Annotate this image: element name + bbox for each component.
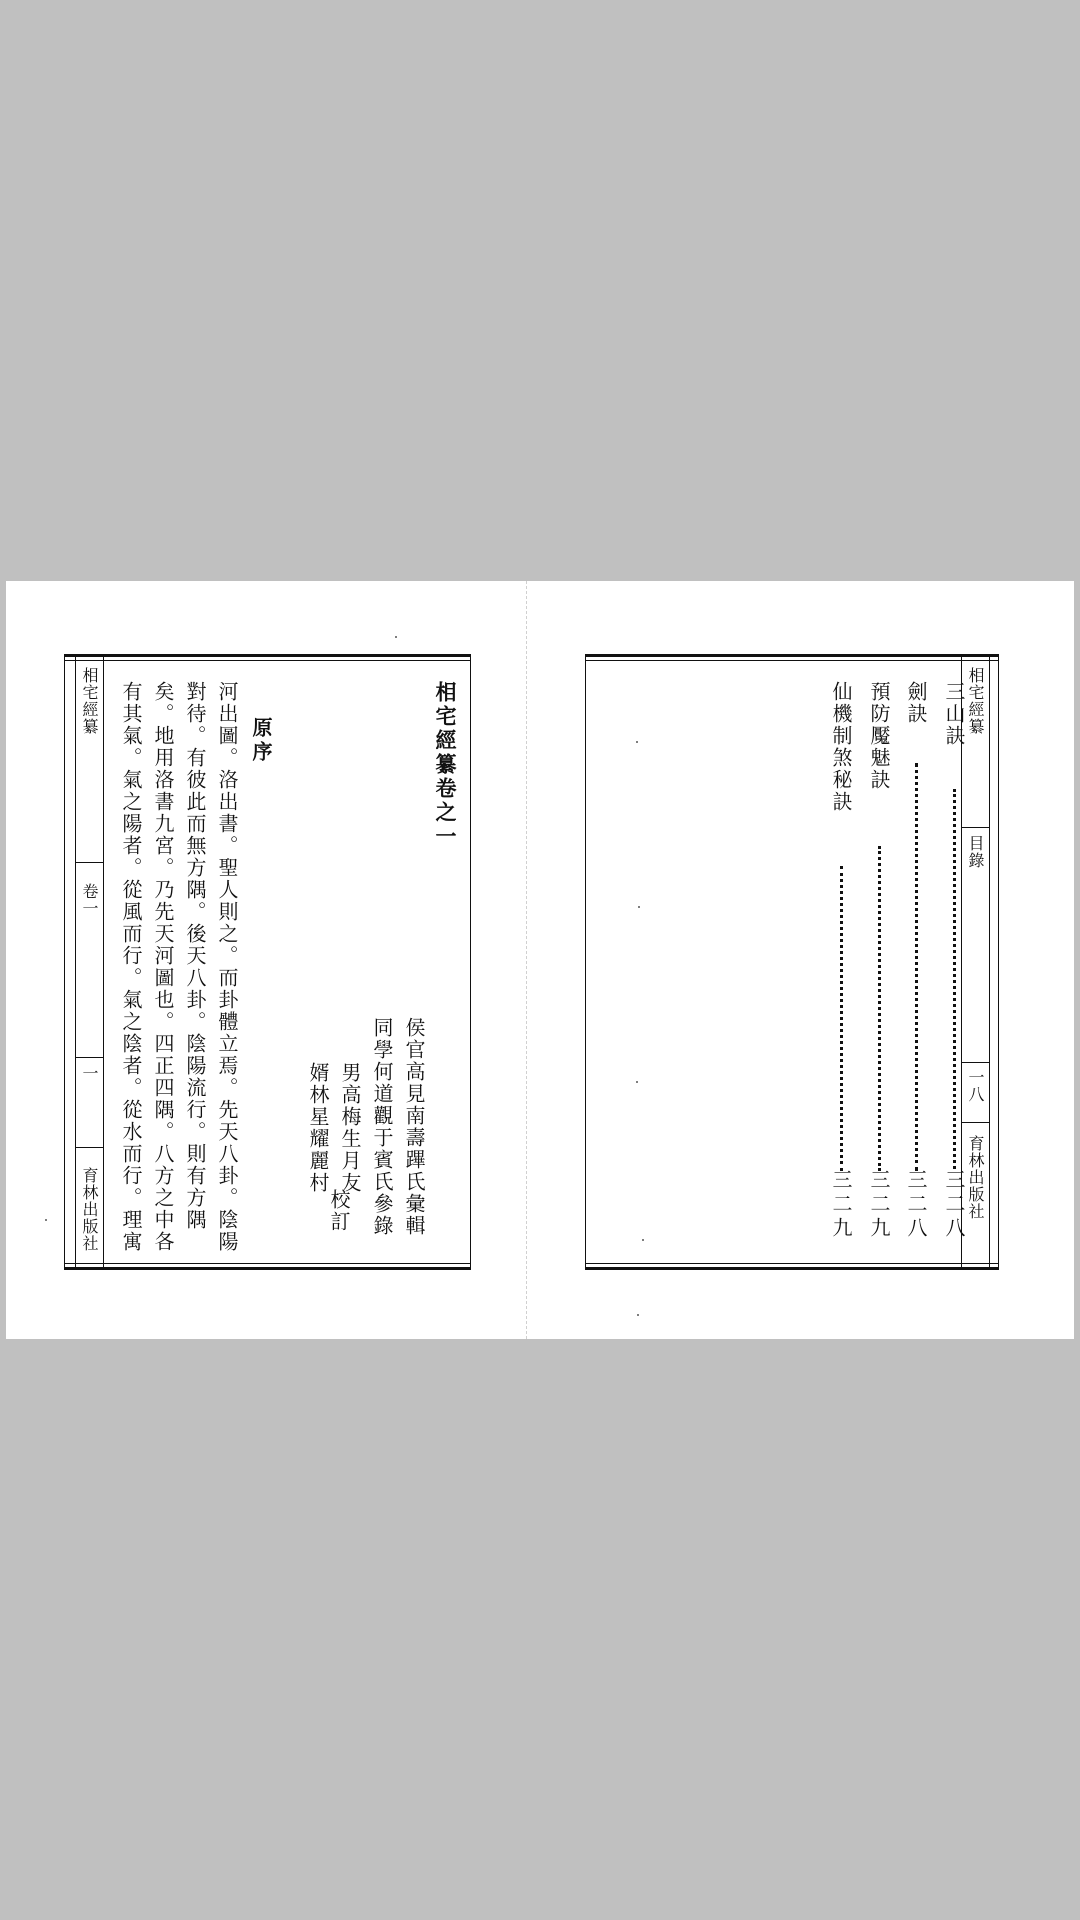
margin-divider: [76, 1057, 103, 1058]
margin-divider: [962, 827, 989, 828]
credit-son: 男高梅生月友: [338, 1062, 362, 1194]
toc-entry-page: 三二八: [904, 1169, 928, 1241]
toc-leader-dots: [878, 846, 881, 1171]
toc-entry: [827, 681, 857, 1241]
volume-title: 相宅經纂卷之一: [433, 681, 458, 849]
scanned-spread: [6, 581, 1074, 1339]
right-page: [585, 654, 999, 1270]
toc-leader-dots: [915, 763, 918, 1171]
toc-entry-page: 三二八: [942, 1169, 966, 1241]
preface-line-1: 河出圖。洛出書。聖人則之。而卦體立焉。先天八卦。陰陽: [215, 681, 239, 1253]
margin-section: 目錄: [966, 835, 985, 869]
scan-speck: [636, 741, 638, 743]
margin-divider: [76, 1147, 103, 1148]
margin-divider: [962, 1062, 989, 1063]
preface-line-2: 對待。有彼此而無方隅。後天八卦。陰陽流行。則有方隅: [183, 681, 207, 1231]
margin-volume: 卷一: [80, 883, 99, 917]
margin-divider: [76, 862, 103, 863]
frame-inner-top-rule: [586, 660, 998, 661]
preface-line-4: 有其氣。氣之陽者。從風而行。氣之陰者。從水而行。理寓: [119, 681, 143, 1253]
credit-compiler: 侯官高見南壽蹕氏彙輯: [402, 1017, 426, 1237]
scan-speck: [637, 1314, 639, 1316]
scan-speck: [636, 1081, 638, 1083]
preface-line-3: 矣。地用洛書九宮。乃先天河圖也。四正四隅。八方之中各: [151, 681, 175, 1253]
toc-entry-title: 三山訣: [942, 681, 966, 747]
page-crease: [526, 581, 527, 1339]
toc-leader-dots: [953, 789, 956, 1169]
left-page-margin: [75, 657, 104, 1267]
toc-entry-page: 三二九: [829, 1169, 853, 1241]
toc-entry: [902, 681, 932, 1241]
scan-speck: [45, 1219, 47, 1221]
margin-book-title: 相宅經纂: [80, 667, 99, 735]
margin-publisher: 育林出版社: [966, 1135, 985, 1220]
toc-entry-title: 劍訣: [904, 681, 928, 725]
margin-divider: [962, 1122, 989, 1123]
credit-revised-label: 校訂: [327, 1189, 351, 1233]
toc-entry-title: 仙機制煞秘訣: [829, 681, 853, 813]
scan-speck: [395, 636, 397, 638]
frame-inner-bottom-rule: [65, 1263, 470, 1264]
credit-recorder: 同學何道觀于賓氏參錄: [370, 1017, 394, 1237]
right-page-margin: [961, 657, 990, 1267]
credit-son-in-law: 婿林星耀麗村: [306, 1062, 330, 1194]
toc-leader-dots: [840, 866, 843, 1171]
left-page: [64, 654, 471, 1270]
scan-speck: [642, 1239, 644, 1241]
scan-speck: [638, 906, 640, 908]
margin-page-number: 一: [80, 1065, 99, 1082]
toc-entry: [865, 681, 895, 1241]
margin-publisher: 育林出版社: [80, 1167, 99, 1252]
margin-page-number: 一八: [966, 1069, 985, 1103]
preface-heading: 原序: [249, 717, 273, 765]
toc-entry-title: 預防魘魅訣: [867, 681, 891, 791]
toc-entry-page: 三二九: [867, 1169, 891, 1241]
margin-book-title: 相宅經纂: [966, 667, 985, 735]
frame-inner-top-rule: [65, 660, 470, 661]
frame-inner-bottom-rule: [586, 1263, 998, 1264]
